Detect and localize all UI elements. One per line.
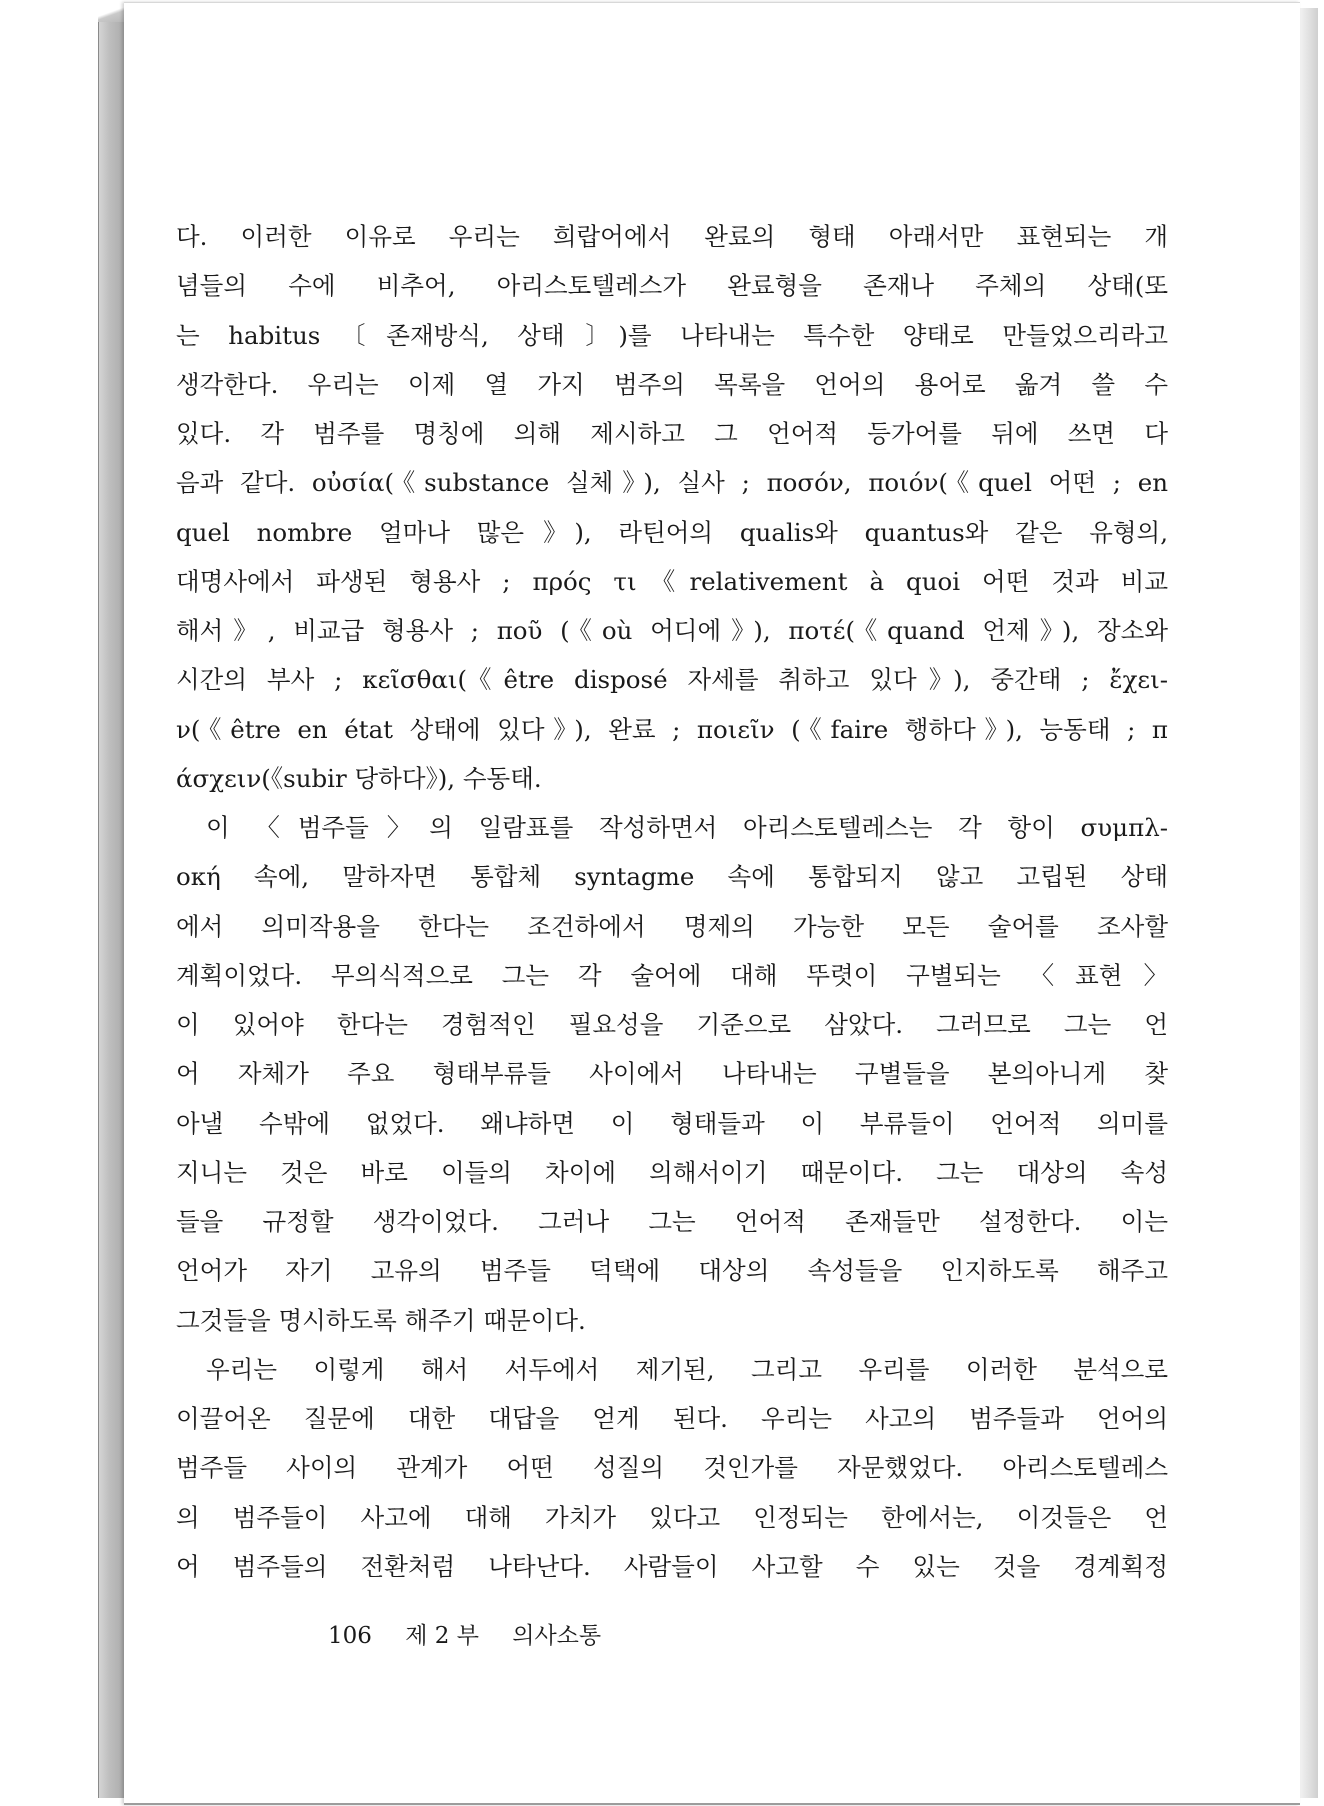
text-line: 시간의 부사 ; κεῖσθαι(《être disposé 자세를 취하고 있다》), 중간태 ; ἔχει- xyxy=(176,665,1168,695)
text-line: 념들의 수에 비추어, 아리스토텔레스가 완료형을 존재나 주체의 상태(또 xyxy=(176,271,1168,301)
text-line: ν(《être en état 상태에 있다》), 완료 ; ποιεῖν (《faire 행하다》), 능동태 ; π xyxy=(176,714,1168,744)
page-footer xyxy=(328,1617,627,1650)
text-line: 에서 의미작용을 한다는 조건하에서 명제의 가능한 모든 술어를 조사할 xyxy=(176,911,1168,941)
part-label: 제 2 부 xyxy=(405,1623,479,1649)
text-line: 이 있어야 한다는 경험적인 필요성을 기준으로 삼았다. 그러므로 그는 언 xyxy=(176,1010,1168,1039)
text-line: 생각한다. 우리는 이제 열 가지 범주의 목록을 언어의 용어로 옮겨 쓸 수 xyxy=(176,369,1168,399)
text-line: άσχειν(《subir 당하다》), 수동태. xyxy=(176,763,542,793)
text-line: 언어가 자기 고유의 범주들 덕택에 대상의 속성들을 인지하도록 해주고 xyxy=(176,1256,1168,1286)
text-line: 범주들 사이의 관계가 어떤 성질의 것인가를 자문했었다. 아리스토텔레스 xyxy=(176,1453,1168,1483)
text-line: 어 자체가 주요 형태부류들 사이에서 나타내는 구별들을 본의아니게 찾 xyxy=(176,1059,1168,1089)
section-label: 의사소통 xyxy=(512,1623,602,1649)
paragraph-start-line: 이 〈범주들〉의 일람표를 작성하면서 아리스토텔레스는 각 항이 συμπλ- xyxy=(206,813,1168,842)
text-line: 해서》, 비교급 형용사 ; ποῦ (《où 어디에》), ποτέ(《quand 언제》), 장소와 xyxy=(176,616,1168,645)
paragraph-start-line: 우리는 이렇게 해서 서두에서 제기된, 그리고 우리를 이러한 분석으로 xyxy=(206,1354,1168,1384)
text-line: 대명사에서 파생된 형용사 ; πρός τι《relativement à quoi 어떤 것과 비교 xyxy=(176,566,1168,596)
page-number: 106 xyxy=(328,1623,372,1649)
text-line: 이끌어온 질문에 대한 대답을 얻게 된다. 우리는 사고의 범주들과 언어의 xyxy=(176,1404,1168,1433)
text-line: 는 habitus〔존재방식, 상태〕)를 나타내는 특수한 양태로 만들었으리라고 xyxy=(176,320,1168,350)
text-line: 계획이었다. 무의식적으로 그는 각 술어에 대해 뚜렷이 구별되는 〈표현〉 xyxy=(176,960,1168,990)
text-line: 있다. 각 범주를 명칭에 의해 제시하고 그 언어적 등가어를 뒤에 쓰면 다 xyxy=(176,419,1168,448)
text-line: 아낼 수밖에 없었다. 왜냐하면 이 형태들과 이 부류들이 언어적 의미를 xyxy=(176,1108,1168,1138)
text-line: 들을 규정할 생각이었다. 그러나 그는 언어적 존재들만 설정한다. 이는 xyxy=(176,1207,1168,1236)
page-stack-edge xyxy=(1300,8,1318,1798)
text-line: 지니는 것은 바로 이들의 차이에 의해서이기 때문이다. 그는 대상의 속성 xyxy=(176,1157,1168,1187)
text-line: 의 범주들이 사고에 대해 가치가 있다고 인정되는 한에서는, 이것들은 언 xyxy=(176,1502,1168,1532)
book-spine-edge xyxy=(98,8,127,1798)
text-line: οκή 속에, 말하자면 통합체 syntagme 속에 통합되지 않고 고립된 상태 xyxy=(176,862,1168,892)
text-line: 음과 같다. οὐσία(《substance 실체》), 실사 ; ποσόν, ποιόν(《quel 어떤 ; en xyxy=(176,468,1168,498)
text-line: 그것들을 명시하도록 해주기 때문이다. xyxy=(176,1305,586,1335)
text-line: 다. 이러한 이유로 우리는 희랍어에서 완료의 형태 아래서만 표현되는 개 xyxy=(176,222,1168,251)
body-text xyxy=(176,212,1168,1591)
text-line: 어 범주들의 전환처럼 나타난다. 사람들이 사고할 수 있는 것을 경계획정 xyxy=(176,1551,1168,1581)
text-line: quel nombre 얼마나 많은》), 라틴어의 qualis와 quantus와 같은 유형의, xyxy=(176,517,1168,547)
